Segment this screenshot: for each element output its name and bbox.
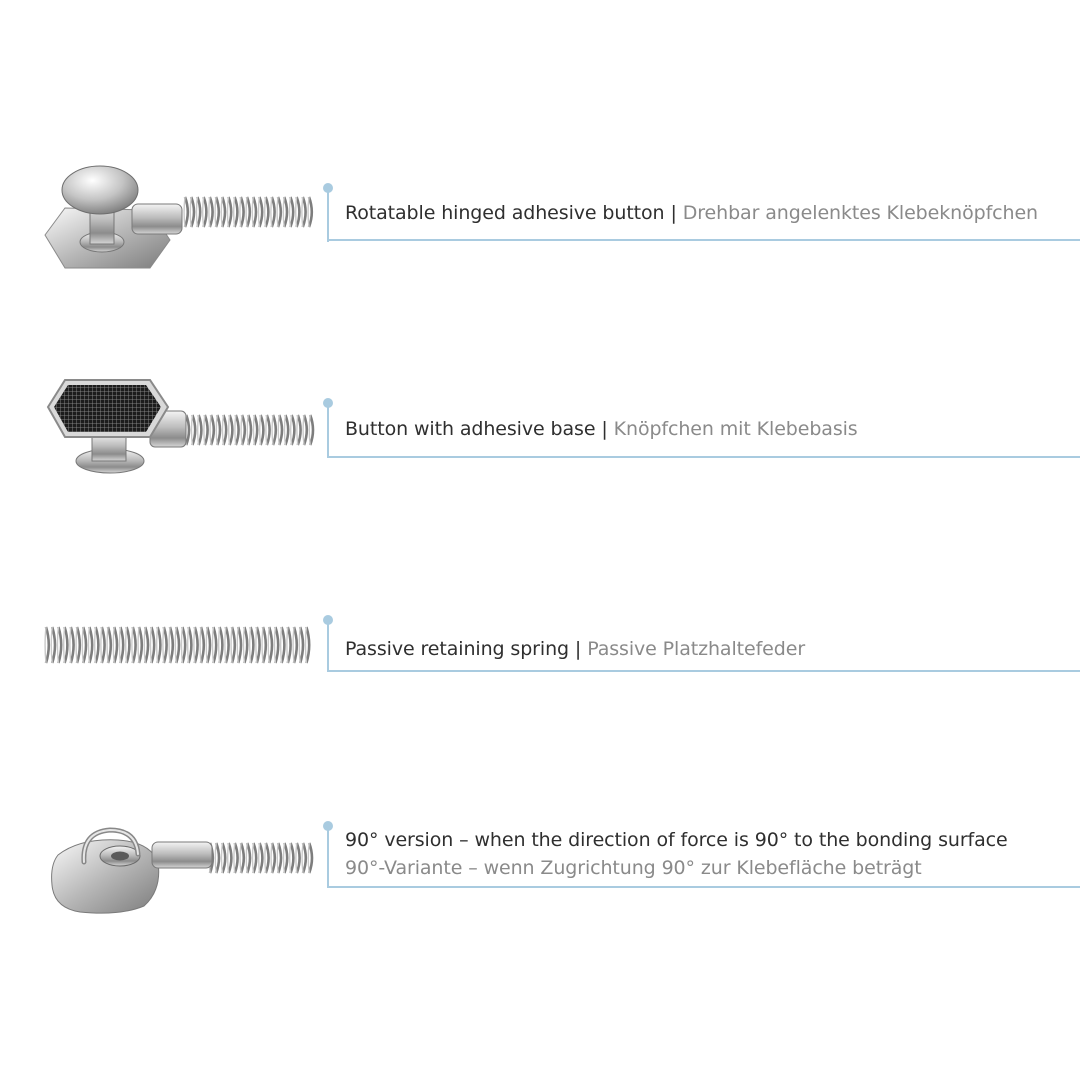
coil-turn [291,843,294,873]
coil-turn [303,843,306,873]
coil-highlight [216,415,217,445]
caption-german: 90°-Variante – wenn Zugrichtung 90° zur Klebefläche beträgt [345,857,922,879]
coil-turn [232,627,235,663]
coil-highlight [188,627,189,663]
coil-highlight [266,415,267,445]
coil-turn [197,197,200,227]
coil-highlight [227,197,228,227]
coil-turn [278,197,281,227]
caption-english: 90° version – when the direction of force is 90° to the bonding surface [345,829,1008,851]
product-caption [345,635,805,663]
callout-horizontal-rule [327,886,1080,888]
coil-turn [217,415,220,445]
coil-highlight [101,627,102,663]
coil-highlight [287,627,288,663]
coil-highlight [283,197,284,227]
coil-highlight [210,415,211,445]
coil-turn [102,627,105,663]
caption-english: Rotatable hinged adhesive button [345,202,665,224]
caption-separator: | [574,638,582,660]
coil-turn [211,415,214,445]
coil-highlight [303,415,304,445]
coil-highlight [308,197,309,227]
coil-highlight [200,627,201,663]
coil-turn [285,415,288,445]
coil-highlight [305,627,306,663]
coil-highlight [278,415,279,445]
coil-turn [228,197,231,227]
coil-turn [309,197,312,227]
coil-highlight [262,627,263,663]
coil-highlight [241,415,242,445]
coil-turn [253,843,256,873]
coil-turn [158,627,161,663]
coil-turn [139,627,142,663]
coil-highlight [64,627,65,663]
coil-turn [247,843,250,873]
coil-turn [259,197,262,227]
coil-turn [151,627,154,663]
coil-highlight [235,415,236,445]
coil-highlight [70,627,71,663]
product-caption [345,826,1008,882]
coil-highlight [126,627,127,663]
coil-turn [207,627,210,663]
coil-highlight [302,197,303,227]
coil-turn [241,843,244,873]
product-item-adhesive-base-button [0,375,1080,485]
coil-turn [164,627,167,663]
caption-separator: | [670,202,677,224]
product-item-rotatable-button [0,160,1080,270]
coil-highlight [283,843,284,873]
coil-highlight [163,627,164,663]
coil-highlight [234,843,235,873]
product-caption [345,199,1038,227]
callout-horizontal-rule [327,456,1080,458]
coil-highlight [246,197,247,227]
ninety-degree-version-icon [40,810,320,920]
coil-highlight [240,197,241,227]
coil-highlight [284,415,285,445]
coil-highlight [281,627,282,663]
coil-turn [216,843,219,873]
coil-turn [77,627,80,663]
coil-turn [263,627,266,663]
coil-turn [300,627,303,663]
coil-highlight [265,197,266,227]
coil-highlight [296,197,297,227]
coil-turn [238,627,241,663]
coil-turn [303,197,306,227]
coil-highlight [113,627,114,663]
coil-turn [235,197,238,227]
coil-turn [235,843,238,873]
coil-turn [127,627,130,663]
caption-english: Button with adhesive base [345,418,596,440]
coil-turn [195,627,198,663]
coil-highlight [250,627,251,663]
coil-highlight [107,627,108,663]
coil-turn [89,627,92,663]
coil-turn [266,843,269,873]
coil-turn [223,415,226,445]
coil-turn [248,415,251,445]
coil-highlight [45,627,46,663]
coil-highlight [157,627,158,663]
coil-turn [241,197,244,227]
retaining-spring-icon [40,595,320,685]
coil-turn [191,197,194,227]
coil-highlight [215,843,216,873]
coil-turn [83,627,86,663]
coil-turn [220,627,223,663]
coil-highlight [221,197,222,227]
coil-turn [284,843,287,873]
coil-highlight [296,843,297,873]
coil-highlight [196,197,197,227]
coil-turn [284,197,287,227]
coil-turn [176,627,179,663]
coil-highlight [132,627,133,663]
coil-highlight [206,627,207,663]
spring-coil [184,197,312,227]
coil-highlight [302,843,303,873]
coil-highlight [252,843,253,873]
caption-german: Drehbar angelenktes Klebeknöpfchen [682,202,1038,224]
coil-highlight [175,627,176,663]
coil-highlight [309,415,310,445]
coil-turn [269,627,272,663]
coil-turn [201,627,204,663]
coil-highlight [119,627,120,663]
callout-vertical-rule [327,620,329,672]
coil-highlight [293,627,294,663]
coil-highlight [252,197,253,227]
coil-turn [272,197,275,227]
product-item-ninety-degree [0,810,1080,920]
coil-highlight [221,843,222,873]
coil-highlight [228,843,229,873]
coil-highlight [277,843,278,873]
coil-turn [205,415,208,445]
coil-turn [133,627,136,663]
coil-highlight [82,627,83,663]
coil-turn [279,415,282,445]
coil-turn [309,843,312,873]
coil-turn [292,415,295,445]
coil-turn [189,627,192,663]
coil-turn [253,197,256,227]
coil-turn [120,627,123,663]
coil-turn [282,627,285,663]
coil-turn [96,627,99,663]
coil-turn [170,627,173,663]
callout-vertical-rule [327,403,329,457]
coil-highlight [237,627,238,663]
coil-highlight [246,843,247,873]
coil-turn [52,627,55,663]
coil-highlight [184,197,185,227]
coil-highlight [234,197,235,227]
coil-highlight [219,627,220,663]
coil-turn [244,627,247,663]
coil-highlight [190,197,191,227]
coil-turn [229,843,232,873]
coil-highlight [259,843,260,873]
coil-turn [266,197,269,227]
coil-highlight [277,197,278,227]
coil-turn [290,197,293,227]
coil-highlight [95,627,96,663]
coil-turn [204,197,207,227]
coil-turn [58,627,61,663]
coil-turn [294,627,297,663]
coil-highlight [169,627,170,663]
callout-vertical-rule [327,188,329,242]
coil-turn [186,415,189,445]
coil-highlight [289,197,290,227]
coil-turn [226,627,229,663]
spring-coil [179,415,313,445]
adhesive-base-button-icon [40,375,320,485]
coil-turn [297,197,300,227]
coil-highlight [258,197,259,227]
coil-highlight [260,415,261,445]
coil-highlight [204,415,205,445]
coil-turn [297,843,300,873]
coil-turn [242,415,245,445]
coil-turn [272,843,275,873]
coil-turn [108,627,111,663]
coil-highlight [271,843,272,873]
coil-highlight [203,197,204,227]
coil-highlight [225,627,226,663]
coil-turn [216,197,219,227]
product-caption [345,415,858,443]
coil-turn [273,415,276,445]
coil-turn [65,627,68,663]
coil-turn [288,627,291,663]
coil-turn [185,197,188,227]
coil-turn [251,627,254,663]
coil-turn [222,197,225,227]
coil-turn [114,627,117,663]
coil-highlight [150,627,151,663]
coil-turn [230,415,233,445]
coil-highlight [243,627,244,663]
coil-turn [278,843,281,873]
coil-highlight [144,627,145,663]
coil-highlight [76,627,77,663]
coil-turn [260,843,263,873]
coil-turn [254,415,257,445]
coil-turn [247,197,250,227]
coil-highlight [291,415,292,445]
coil-turn [222,843,225,873]
coil-highlight [274,627,275,663]
coil-highlight [198,415,199,445]
coil-highlight [229,415,230,445]
coil-turn [298,415,301,445]
coil-turn [275,627,278,663]
coil-highlight [191,415,192,445]
coil-highlight [222,415,223,445]
caption-german: Knöpfchen mit Klebebasis [613,418,858,440]
caption-separator: | [601,418,608,440]
callout-vertical-rule [327,826,329,888]
spring-coil [209,843,312,873]
coil-highlight [247,415,248,445]
coil-highlight [181,627,182,663]
coil-turn [306,627,309,663]
coil-turn [236,415,239,445]
caption-english: Passive retaining spring [345,638,569,660]
coil-turn [267,415,270,445]
spring-coil [45,627,309,663]
coil-highlight [51,627,52,663]
coil-highlight [272,415,273,445]
coil-turn [192,415,195,445]
coil-highlight [265,843,266,873]
coil-highlight [209,197,210,227]
coil-turn [261,415,264,445]
coil-turn [257,627,260,663]
coil-highlight [297,415,298,445]
coil-highlight [256,627,257,663]
coil-highlight [253,415,254,445]
coil-turn [310,415,313,445]
coil-turn [304,415,307,445]
rotatable-hinged-button-icon [40,160,320,270]
coil-turn [145,627,148,663]
callout-horizontal-rule [327,670,1080,672]
coil-highlight [271,197,272,227]
callout-horizontal-rule [327,239,1080,241]
coil-highlight [268,627,269,663]
caption-german: Passive Platzhaltefeder [587,638,806,660]
coil-highlight [212,627,213,663]
coil-highlight [88,627,89,663]
coil-turn [199,415,202,445]
coil-highlight [231,627,232,663]
coil-turn [210,197,213,227]
coil-turn [46,627,49,663]
coil-turn [71,627,74,663]
coil-highlight [240,843,241,873]
coil-highlight [194,627,195,663]
coil-highlight [308,843,309,873]
product-item-retaining-spring [0,595,1080,685]
coil-highlight [57,627,58,663]
coil-highlight [215,197,216,227]
coil-turn [182,627,185,663]
coil-highlight [138,627,139,663]
coil-turn [213,627,216,663]
coil-highlight [299,627,300,663]
coil-highlight [290,843,291,873]
